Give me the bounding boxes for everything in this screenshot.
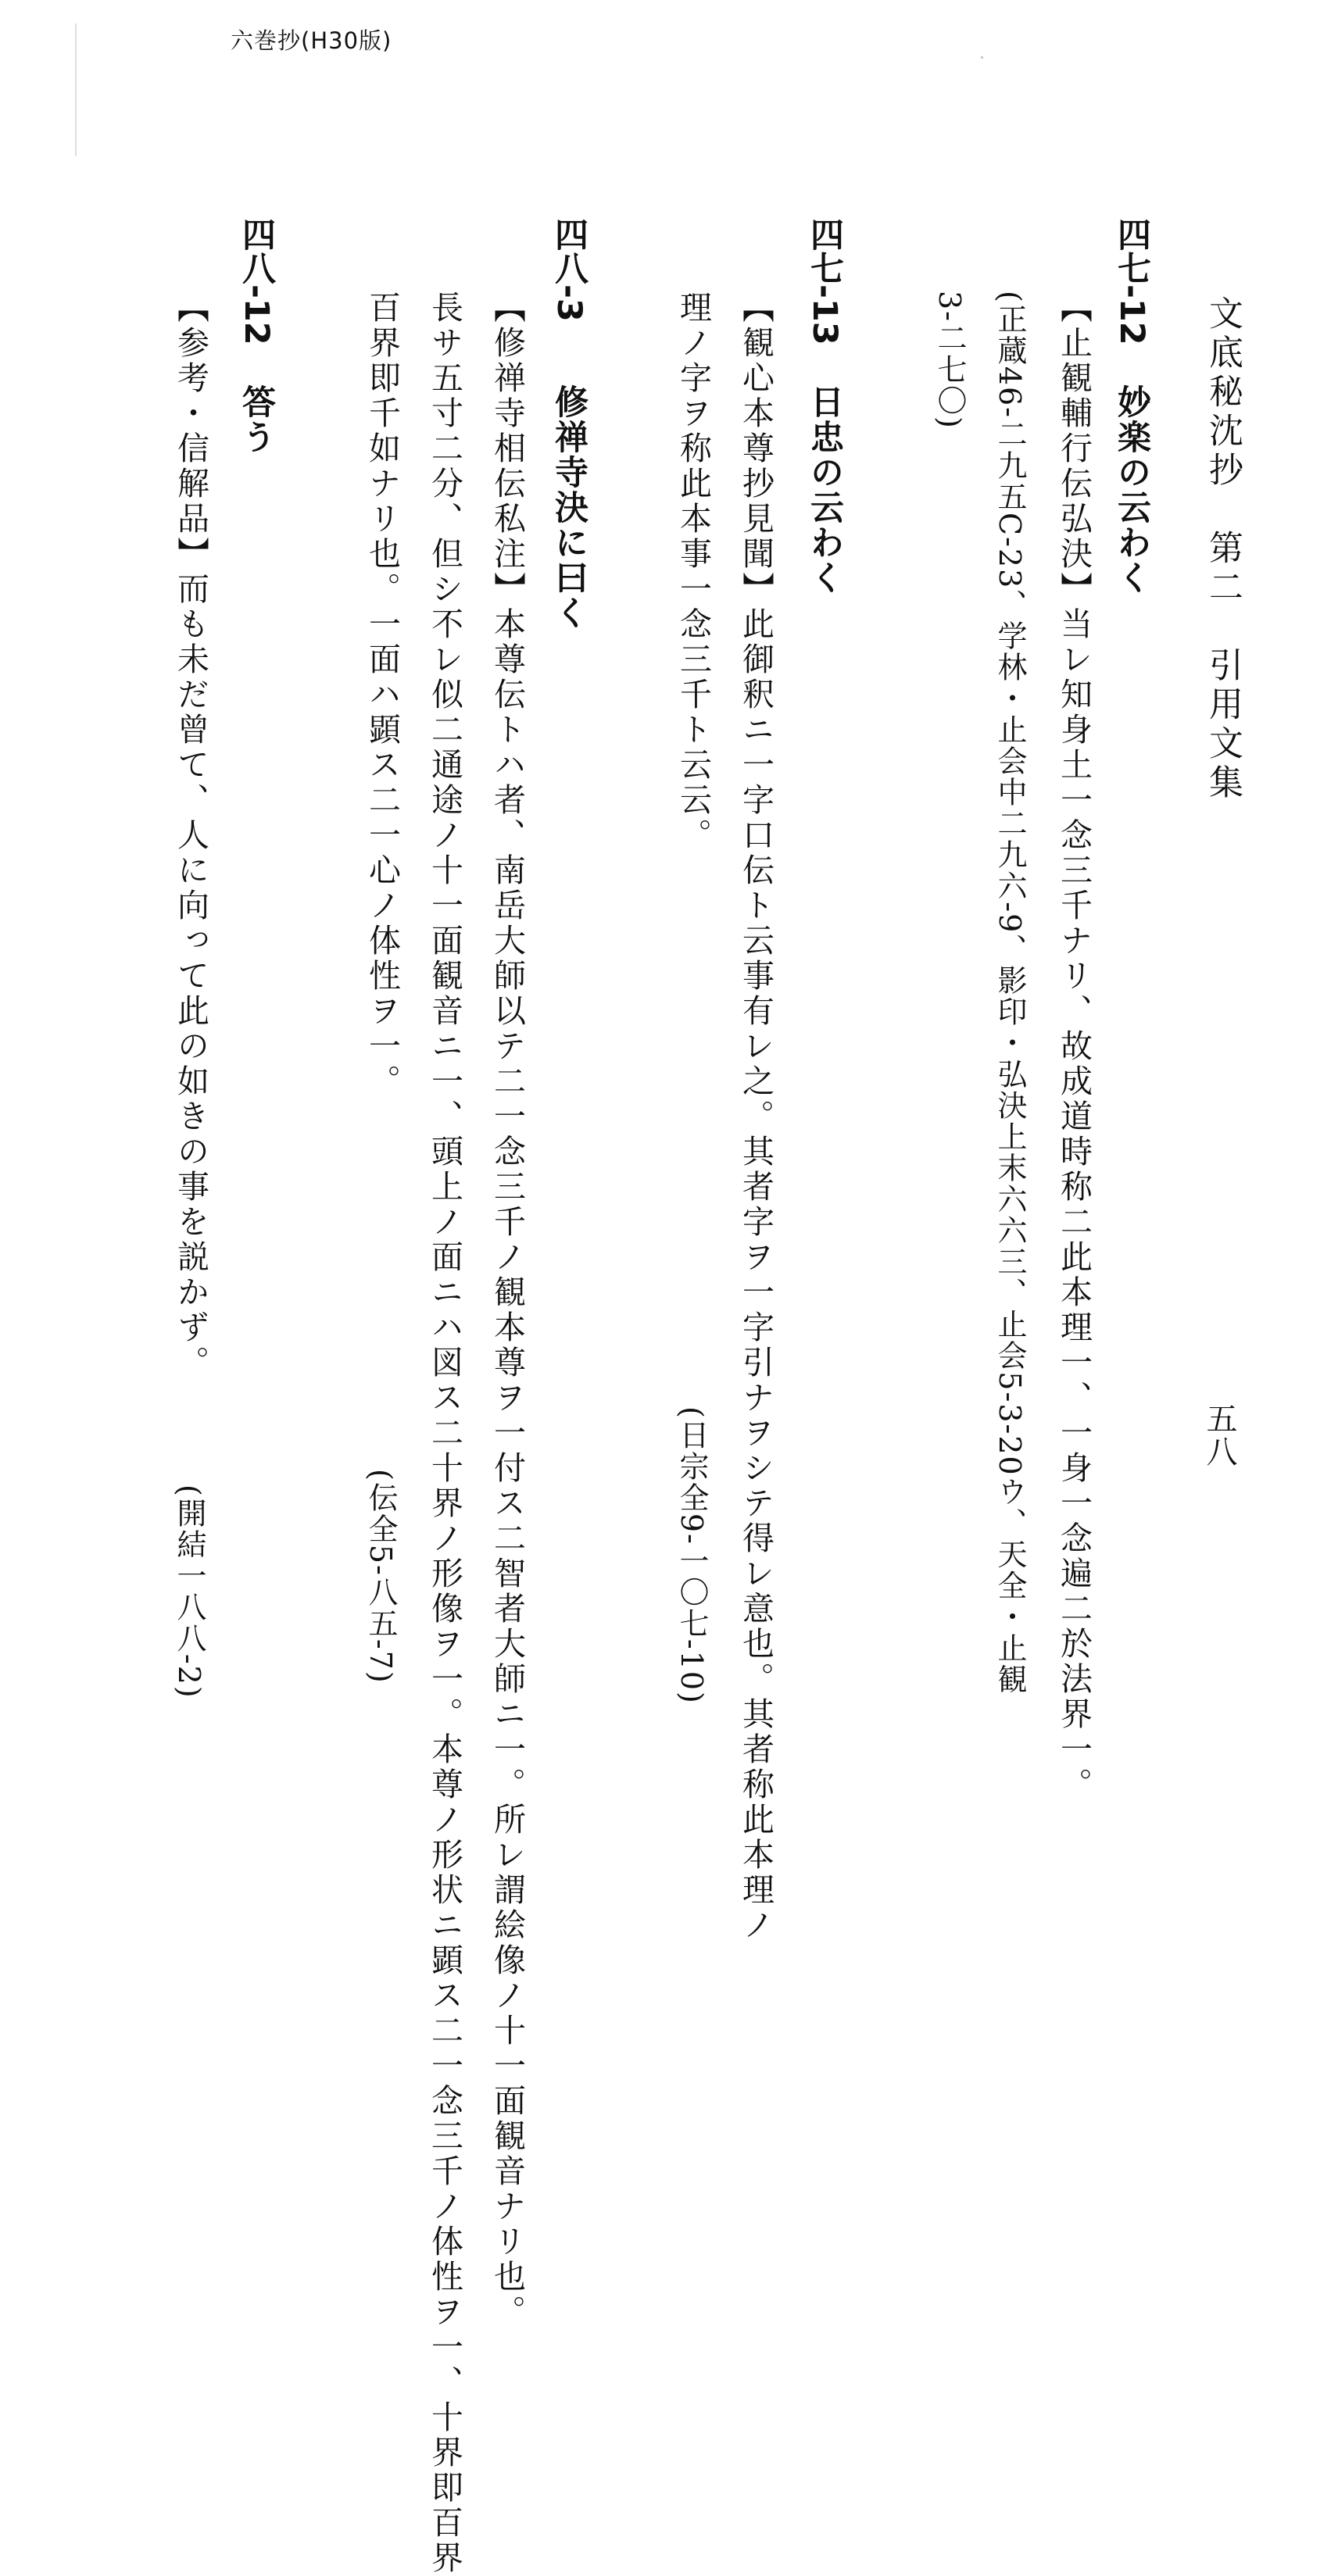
section-number: 四八-3 (549, 217, 589, 322)
document-label: 六巻抄(H30版) (231, 27, 392, 54)
quotation-line: 百界即千如ナリ也。一面ハ顕ス二一心ノ体性ヲ一。 (363, 291, 401, 1099)
section-number: 四七-12 (1112, 217, 1151, 345)
source-citation: (伝全5-八五-7) (363, 1469, 398, 1685)
citation-line: (正蔵46-二九五C-23、学林・止会中二九六-9、影印・弘決上末六六三、止会5-3-20ウ、天全・止観 (993, 291, 1027, 1695)
quotation-line: 【参考・信解品】而も未だ曾て、人に向って此の如きの事を説かず。 (172, 291, 209, 1381)
quotation-line: 長サ五寸二分、但シ不レ似二通途ノ十一面観音ニ一、頭上ノ面ニハ図ス二十界ノ形像ヲ一。本尊ノ形状ニ顕ス二一念三千ノ体性ヲ一、十界即百界 (426, 291, 463, 2576)
quotation-line: 【観心本尊抄見聞】此御釈ニ一字口伝ト云事有レ之。其者字ヲ一字引ナヲシテ得レ意也。其者称此本理ノ (737, 291, 775, 1943)
citation-line: 3-二七〇) (932, 291, 967, 430)
section-number: 四八-12 (237, 217, 276, 345)
section-heading: 修禅寺決に曰く (549, 384, 589, 631)
section-number: 四七-13 (805, 217, 844, 345)
running-title: 文底秘沈抄 第二 引用文集 (1203, 295, 1243, 803)
source-citation: (開結一八八-2) (172, 1485, 206, 1699)
section-heading: 妙楽の云わく (1112, 384, 1151, 595)
section-heading: 日忠の云わく (805, 384, 844, 595)
source-citation: (日宗全9-一〇七-10) (674, 1406, 709, 1705)
scan-speck (981, 56, 983, 59)
section-heading: 答う (237, 384, 276, 455)
quotation-line: 理ノ字ヲ称此本事一念三千ト云云。 (674, 291, 712, 853)
quotation-line: 【止観輔行伝弘決】当レ知身土一念三千ナリ、故成道時称二此本理一、一身一念遍二於法界一。 (1055, 291, 1093, 1802)
quotation-line: 【修禅寺相伝私注】本尊伝トハ者、南岳大師以テ二一念三千ノ観本尊ヲ一付ス二智者大師ニ一。所レ謂絵像ノ十一面観音ナリ也。 (488, 291, 526, 2330)
scan-margin-mark (75, 23, 77, 156)
page-number: 五八 (1201, 1402, 1237, 1468)
